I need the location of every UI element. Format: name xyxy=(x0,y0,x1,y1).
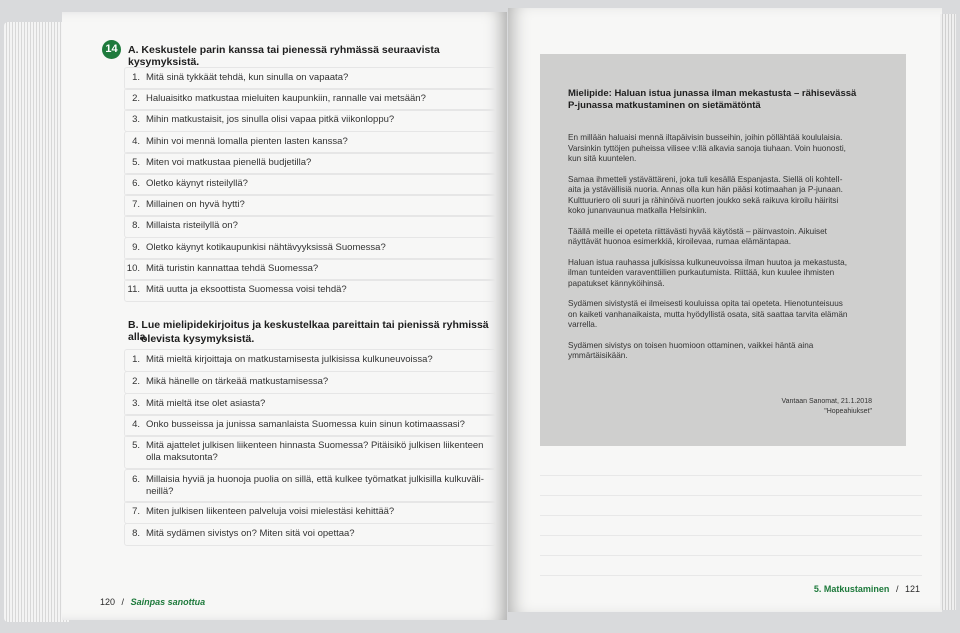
question-b-2 xyxy=(124,376,328,387)
question-text: Oletko käynyt risteilyllä? xyxy=(146,178,248,189)
page-stack-right xyxy=(940,14,956,610)
question-a-11 xyxy=(124,284,347,295)
article-paragraph-5 xyxy=(568,299,874,331)
question-number: 8. xyxy=(132,528,140,539)
question-b-4 xyxy=(124,419,465,430)
article-title xyxy=(568,88,868,112)
article-line: Kulttuuriero oli suuri ja rähinöivä nuorten joukko sekä raikuva kiroilu häiritsi xyxy=(568,195,839,205)
article-line: papatukset kännyköihinsä. xyxy=(568,278,665,288)
question-a-6 xyxy=(124,178,248,189)
question-number: 11. xyxy=(127,284,140,295)
footer-separator: / xyxy=(121,597,125,607)
question-b-5 xyxy=(124,440,483,451)
article-line: on kaiketi vanhanaikaista, mutta hyödyllistä osata, sitä saattaa tarvita elämän xyxy=(568,309,848,319)
page-number: 121 xyxy=(904,584,920,594)
question-text: Mitä uutta ja eksoottista Suomessa voisi tehdä? xyxy=(146,284,347,295)
question-number: 6. xyxy=(132,474,140,485)
question-number: 4. xyxy=(132,135,140,147)
question-text: Mihin matkustaisit, jos sinulla olisi vapaa pitkä viikonloppu? xyxy=(146,114,395,126)
question-text: Haluaisitko matkustaa mieluiten kaupunkiin, rannalle vai metsään? xyxy=(146,93,426,105)
article-paragraph-1 xyxy=(568,133,874,165)
question-text: Mitä sydämen sivistys on? Miten sitä voi opettaa? xyxy=(146,528,355,539)
question-b-1 xyxy=(124,354,433,365)
article-line: näyttävät huonoa esimerkkiä, kiroilevaa, rumaa elämäntapaa. xyxy=(568,237,792,246)
article-line: Samaa ihmetteli ystävättäreni, joka tuli kesällä Espanjasta. Siellä oli kohtelI- xyxy=(568,174,843,184)
question-text-continued: olla maksutonta? xyxy=(146,452,218,463)
question-number: 3. xyxy=(132,114,140,126)
article-line: aita ja ystävällisiä nuoria. Annas olla kun hän pääsi kotimaahan ja P-junaan. xyxy=(568,185,843,194)
question-number: 1. xyxy=(132,354,140,365)
question-a-2 xyxy=(124,93,426,104)
question-b-3 xyxy=(124,398,265,409)
question-number: 6. xyxy=(132,178,140,189)
question-text: Millaista risteilyllä on? xyxy=(146,220,238,232)
article-line: Täällä meille ei opeteta riittävästi hyvää käytöstä – päinvastoin. Aikuiset xyxy=(568,226,827,236)
question-number: 7. xyxy=(132,506,140,517)
question-b-6 xyxy=(124,474,484,485)
left-page xyxy=(62,12,507,620)
question-a-10 xyxy=(124,263,318,274)
question-number: 5. xyxy=(132,440,140,451)
chapter-title: 5. Matkustaminen xyxy=(813,584,890,594)
article-paragraph-2 xyxy=(568,175,874,217)
article-line: kun sitä kuuntelen. xyxy=(568,154,637,163)
article-title-line1: Mielipide: Haluan istua junassa ilman mekastusta – rähisevässä xyxy=(568,88,857,99)
question-text: Mitä mieltä itse olet asiasta? xyxy=(146,398,266,409)
question-a-1 xyxy=(124,72,348,83)
footer-separator: / xyxy=(895,584,899,594)
article-source-line1: Vantaan Sanomat, 21.1.2018 xyxy=(781,398,872,405)
question-b-7 xyxy=(124,506,394,517)
question-number: 9. xyxy=(132,241,140,253)
article-title-line2: P-junassa matkustaminen on sietämätöntä xyxy=(568,100,761,111)
question-text: Miten voi matkustaa pienellä budjetilla? xyxy=(146,156,312,168)
question-number: 2. xyxy=(132,93,140,105)
article-line: Varsinkin tyttöjen puheissa vilisee v:llä alkavia sanoja tiuhaan. Voin huonosti, xyxy=(568,143,846,153)
question-text: Mikä hänelle on tärkeää matkustamisessa? xyxy=(146,376,329,387)
question-number: 2. xyxy=(132,376,140,387)
section-a-title: A. Keskustele parin kanssa tai pienessä ryhmässä seuraavista kysymyksistä. xyxy=(128,44,440,68)
page-stack-left xyxy=(4,22,70,622)
question-number: 5. xyxy=(132,156,140,168)
page-number: 120 xyxy=(100,597,116,607)
article-line: ilman tunteiden varaventtiilien purkautumista. Riittää, kun kuulee ihmisten xyxy=(568,268,835,277)
article-line: Sydämen sivistys on toisen huomioon ottaminen, vaikkei häntä aina xyxy=(568,340,814,350)
question-number: 8. xyxy=(132,220,140,232)
question-a-8 xyxy=(124,220,238,231)
article-line: varrella. xyxy=(568,320,598,329)
writing-lines xyxy=(540,456,922,576)
question-b-8 xyxy=(124,528,355,539)
article-line: koko junanvaunua matkalla Helsinkiin. xyxy=(568,206,707,215)
section-b-title-line1: B. Lue mielipidekirjoitus ja keskustelkaa pareittain tai pienissä ryhmissä alla xyxy=(128,319,489,343)
article-line: Sydämen sivistystä ei ilmeisesti kouluissa opita tai opeteta. Hienotunteisuus xyxy=(568,299,843,308)
left-footer xyxy=(100,597,205,607)
section-b-title-line2: olevista kysymyksistä. xyxy=(141,333,255,345)
question-text: Miten julkisen liikenteen palveluja voisi mielestäsi kehittää? xyxy=(146,506,395,517)
question-text: Oletko käynyt kotikaupunkisi nähtävyyksissä Suomessa? xyxy=(146,241,386,253)
right-footer xyxy=(814,584,920,594)
question-text: Millainen on hyvä hytti? xyxy=(146,199,245,211)
question-text: Onko busseissa ja junissa samanlaista Suomessa kuin sinun kotimaassasi? xyxy=(146,419,465,430)
question-a-3 xyxy=(124,114,394,125)
question-text: Mihin voi mennä lomalla pienten lasten kanssa? xyxy=(146,135,348,147)
article-paragraph-6 xyxy=(568,341,874,362)
question-text: Mitä ajattelet julkisen liikenteen hinnasta Suomessa? Pitäisikö julkisen liikenteen xyxy=(146,440,484,451)
question-number: 1. xyxy=(132,72,140,83)
article-line: ymmärtäisikään. xyxy=(568,351,628,360)
opinion-article-box xyxy=(540,54,906,446)
question-a-4 xyxy=(124,136,348,147)
exercise-number-badge: 14 xyxy=(102,40,121,59)
right-page xyxy=(508,8,942,612)
article-line: En millään haluaisi mennä iltapäivisin busseihin, joihin pöllähtää koululaisia. xyxy=(568,133,843,142)
article-source xyxy=(781,397,872,417)
question-text: Millaisia hyviä ja huonoja puolia on sillä, että kulkee työmatkat julkisilla kulkuväli- xyxy=(146,474,484,485)
question-text: Mitä sinä tykkäät tehdä, kun sinulla on vapaata? xyxy=(146,72,349,83)
question-number: 4. xyxy=(132,419,140,430)
book-title: Sainpas sanottua xyxy=(130,597,206,607)
question-number: 3. xyxy=(132,398,140,409)
article-paragraph-3 xyxy=(568,227,874,248)
question-a-7 xyxy=(124,199,245,210)
question-text: Mitä mieltä kirjoittaja on matkustamisesta julkisissa kulkuneuvoissa? xyxy=(146,354,433,365)
question-number: 10. xyxy=(126,262,140,274)
question-text: Mitä turistin kannattaa tehdä Suomessa? xyxy=(146,262,319,274)
question-a-9 xyxy=(124,242,386,253)
article-source-line2: "Hopeahiukset" xyxy=(824,408,872,415)
question-number: 7. xyxy=(132,199,140,211)
article-line: Haluan istua rauhassa julkisissa kulkuneuvoissa ilman huutoa ja mekastusta, xyxy=(568,257,847,267)
question-text-continued: neillä? xyxy=(146,486,174,497)
article-paragraph-4 xyxy=(568,258,874,290)
question-a-5 xyxy=(124,157,311,168)
